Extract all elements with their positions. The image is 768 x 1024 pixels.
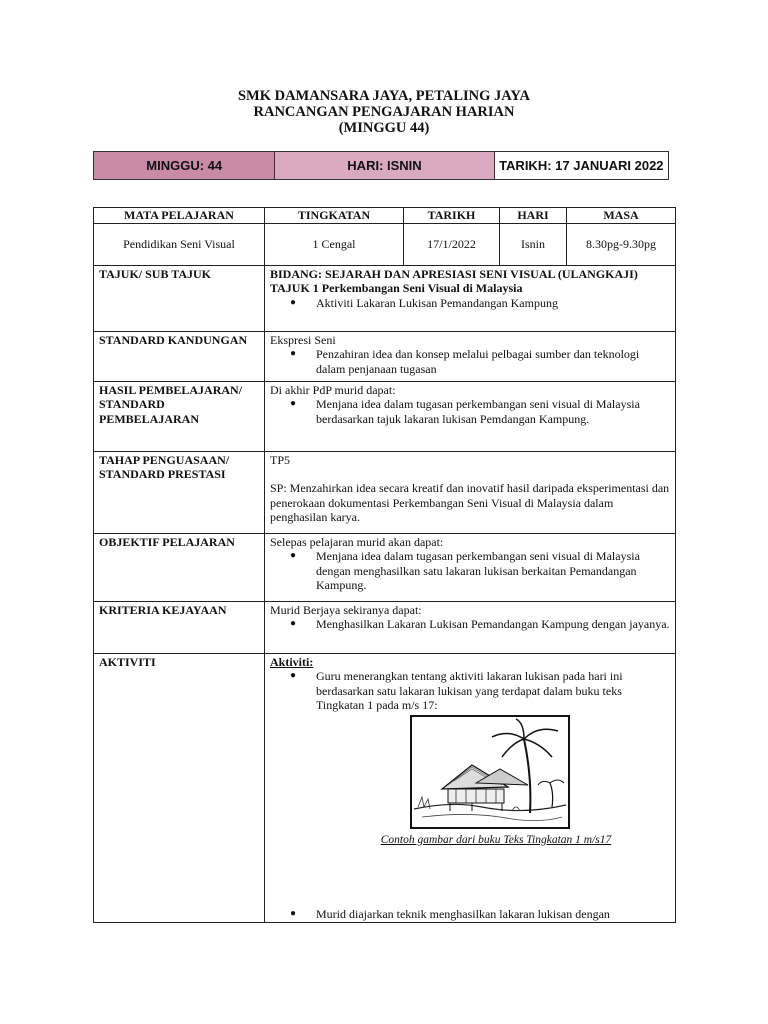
list-item: ● Murid diajarkan teknik menghasilkan lakaran lukisan dengan xyxy=(316,907,670,922)
row-line: Ekspresi Seni xyxy=(270,332,336,347)
bullet-list xyxy=(270,397,670,426)
info-value-row xyxy=(94,223,676,265)
col-header-day: HARI xyxy=(500,208,567,224)
week-summary-bar xyxy=(93,151,669,180)
document-title: RANCANGAN PENGAJARAN HARIAN xyxy=(253,104,515,120)
row-content xyxy=(265,533,676,601)
row-content xyxy=(265,381,676,451)
row-aktiviti xyxy=(94,653,676,923)
row-line: TP5 xyxy=(270,452,291,467)
col-header-form: TINGKATAN xyxy=(265,208,404,224)
lesson-plan-table xyxy=(93,207,676,923)
school-name: SMK DAMANSARA JAYA, PETALING JAYA xyxy=(237,88,531,104)
bidang-text: BIDANG: SEJARAH DAN APRESIASI SENI VISUAL (ULANGKAJI) xyxy=(270,266,638,281)
col-header-time: MASA xyxy=(567,208,676,224)
row-hasil-pembelajaran xyxy=(94,381,676,451)
date-value: 17/1/2022 xyxy=(404,223,500,265)
row-line: Murid Berjaya sekiranya dapat: xyxy=(270,602,422,617)
date-cell: TARIKH: 17 JANUARI 2022 xyxy=(495,152,668,179)
form-value: 1 Cengal xyxy=(265,223,404,265)
row-tajuk xyxy=(94,265,676,331)
week-cell: MINGGU: 44 xyxy=(94,152,275,179)
sketch-caption: Contoh gambar dari buku Teks Tingkatan 1 m/s17 xyxy=(380,833,612,846)
time-value: 8.30pg-9.30pg xyxy=(567,223,676,265)
row-tahap-penguasaan xyxy=(94,451,676,533)
document-header xyxy=(0,88,768,136)
tajuk-text: TAJUK 1 Perkembangan Seni Visual di Malaysia xyxy=(270,281,523,295)
row-label: HASIL PEMBELAJARAN/ STANDARD PEMBELAJARAN xyxy=(94,381,265,451)
row-label: KRITERIA KEJAYAAN xyxy=(94,601,265,653)
row-line: Di akhir PdP murid dapat: xyxy=(270,382,396,397)
list-item: ● Menjana idea dalam tugasan perkembangan seni visual di Malaysia dengan menghasilkan satu lakaran lukisan berkaitan Pemandangan Kampung. xyxy=(316,549,670,593)
list-item: ● Guru menerangkan tentang aktiviti lakaran lukisan pada hari ini berdasarkan satu lakaran lukisan yang terdapat dalam buku teks Tingkatan 1 pada m/s 17: xyxy=(316,669,670,713)
col-header-subject: MATA PELAJARAN xyxy=(94,208,265,224)
house-palm-sketch-icon xyxy=(412,717,568,827)
row-objektif xyxy=(94,533,676,601)
bullet-list xyxy=(270,617,670,632)
row-line: Selepas pelajaran murid akan dapat: xyxy=(270,534,444,549)
bullet-list xyxy=(270,347,670,376)
list-item: ● Penzahiran idea dan konsep melalui pelbagai sumber dan teknologi dalam penjanaan tugasan xyxy=(316,347,670,376)
day-cell: HARI: ISNIN xyxy=(275,152,494,179)
bullet-list xyxy=(270,907,670,922)
row-label: AKTIVITI xyxy=(94,653,265,923)
week-heading: (MINGGU 44) xyxy=(338,120,430,136)
sketch-figure xyxy=(270,713,670,853)
row-label: TAHAP PENGUASAAN/ STANDARD PRESTASI xyxy=(94,451,265,533)
bullet-list xyxy=(270,296,670,311)
village-sketch-image xyxy=(410,715,570,829)
aktiviti-heading: Aktiviti: xyxy=(270,654,314,669)
row-standard-kandungan xyxy=(94,331,676,381)
bullet-list xyxy=(270,549,670,593)
bullet-list xyxy=(270,669,670,713)
col-header-date: TARIKH xyxy=(404,208,500,224)
row-label: TAJUK/ SUB TAJUK xyxy=(94,265,265,331)
row-content xyxy=(265,331,676,381)
standard-prestasi-text: SP: Menzahirkan idea secara kreatif dan inovatif hasil daripada eksperimentasi dan penerokaan dokumentasi Perkembangan Seni Visual di Malaysia dalam penghasilan karya. xyxy=(270,481,670,524)
list-item: ● Menjana idea dalam tugasan perkembangan seni visual di Malaysia berdasarkan tajuk lakaran lukisan Pemdangan Kampung. xyxy=(316,397,670,426)
day-value: Isnin xyxy=(500,223,567,265)
info-header-row xyxy=(94,208,676,224)
row-label: OBJEKTIF PELAJARAN xyxy=(94,533,265,601)
row-content xyxy=(265,265,676,331)
list-item: ● Aktiviti Lakaran Lukisan Pemandangan Kampung xyxy=(316,296,670,311)
row-content xyxy=(265,601,676,653)
row-content xyxy=(265,451,676,533)
row-label: STANDARD KANDUNGAN xyxy=(94,331,265,381)
row-content xyxy=(265,653,676,923)
subject-value: Pendidikan Seni Visual xyxy=(94,223,265,265)
row-kriteria xyxy=(94,601,676,653)
list-item: ● Menghasilkan Lakaran Lukisan Pemandangan Kampung dengan jayanya. xyxy=(316,617,670,632)
